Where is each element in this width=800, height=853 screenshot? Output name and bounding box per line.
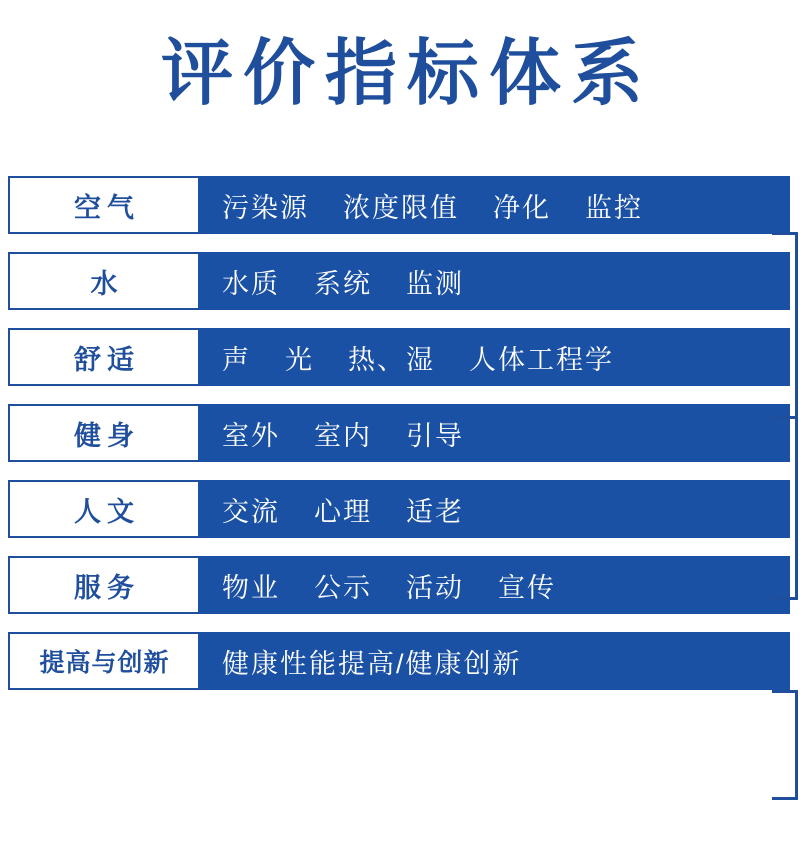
list-item: 活动 [406, 572, 464, 603]
bracket-vertical-line [795, 690, 798, 800]
bracket-tick-bottom [772, 797, 798, 800]
list-item: 公示 [314, 572, 372, 603]
row-label-humanity: 人文 [8, 480, 198, 538]
list-item: 浓度限值 [343, 192, 459, 223]
list-item: 人体工程学 [469, 344, 614, 375]
row-label-fitness: 健身 [8, 404, 198, 462]
list-item: 适老 [406, 496, 464, 527]
indicator-rows [0, 176, 800, 690]
row-items-comfort [198, 328, 790, 386]
row-label-water: 水 [8, 252, 198, 310]
list-item: 系统 [314, 268, 372, 299]
list-item: 健康性能提高/健康创新 [222, 648, 522, 679]
bracket-lower [772, 690, 798, 800]
list-item: 室内 [314, 420, 372, 451]
list-item: 声 [222, 344, 251, 375]
row-items-air [198, 176, 790, 234]
row-label-comfort: 舒适 [8, 328, 198, 386]
table-row [8, 176, 790, 234]
list-item: 室外 [222, 420, 280, 451]
row-items-innovation [198, 632, 790, 690]
bracket-tick-top [772, 690, 798, 693]
table-row [8, 328, 790, 386]
page-title: 评价指标体系 [160, 34, 653, 114]
list-item: 净化 [493, 192, 551, 223]
list-item: 宣传 [498, 572, 556, 603]
list-item: 引导 [406, 420, 464, 451]
table-row [8, 252, 790, 310]
row-label-service: 服务 [8, 556, 198, 614]
list-item: 监测 [406, 268, 464, 299]
list-item: 污染源 [222, 192, 309, 223]
list-item: 监控 [585, 192, 643, 223]
row-items-fitness [198, 404, 790, 462]
row-label-innovation: 提高与创新 [8, 632, 198, 690]
table-row [8, 480, 790, 538]
list-item: 物业 [222, 572, 280, 603]
row-items-water [198, 252, 790, 310]
list-item: 交流 [222, 496, 280, 527]
table-row [8, 556, 790, 614]
list-item: 热、湿 [348, 344, 435, 375]
row-label-air: 空气 [8, 176, 198, 234]
row-items-humanity [198, 480, 790, 538]
row-items-service [198, 556, 790, 614]
list-item: 心理 [314, 496, 372, 527]
table-row [8, 632, 790, 690]
list-item: 水质 [222, 268, 280, 299]
list-item: 光 [285, 344, 314, 375]
table-row [8, 404, 790, 462]
